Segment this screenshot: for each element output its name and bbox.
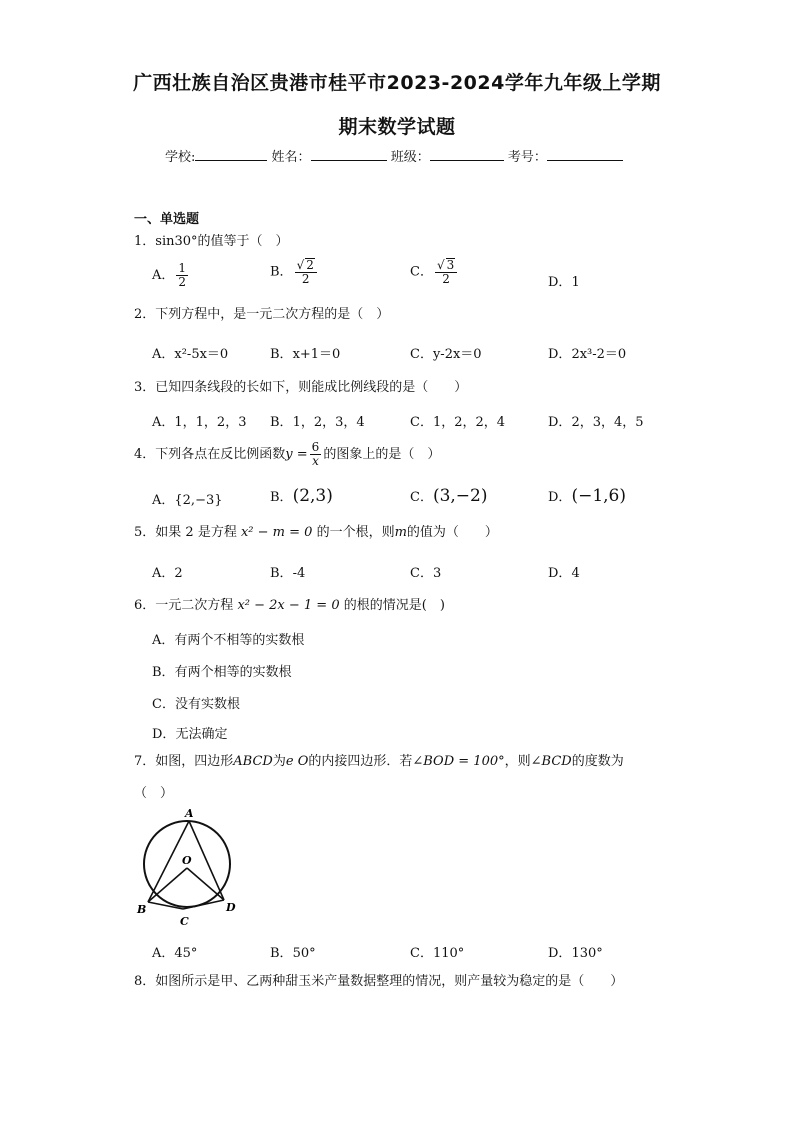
option-text: y-2x＝0	[432, 347, 482, 362]
function-fraction	[310, 441, 322, 468]
q1-option-d[interactable]	[548, 271, 580, 290]
option-text: 1，1，2，3	[174, 415, 247, 430]
question-text: 已知四条线段的长如下，则能成比例线段的是（ ）	[155, 380, 468, 395]
option-letter: B．	[152, 665, 175, 680]
option-text: 2	[174, 566, 183, 581]
option-text: -4	[292, 566, 306, 581]
option-text: 1	[571, 275, 580, 290]
point-label-o: O	[182, 854, 192, 867]
q2-option-b[interactable]	[270, 343, 340, 362]
fraction	[176, 262, 188, 289]
angle-asked: ∠BCD	[530, 754, 572, 769]
question-text: 如图所示是甲、乙两种甜玉米产量数据整理的情况，则产量较为稳定的是（ ）	[155, 974, 624, 989]
question-text-tail: 的度数为	[571, 754, 624, 769]
q7-option-b[interactable]	[270, 942, 316, 961]
q5-option-c[interactable]	[410, 562, 441, 581]
q5-option-b[interactable]	[270, 562, 305, 581]
q5-option-a[interactable]	[152, 562, 183, 581]
option-letter: B．	[270, 566, 293, 581]
option-text: 1，2，2，4	[432, 415, 506, 430]
option-letter: C．	[410, 490, 433, 505]
option-text: 110°	[432, 946, 465, 961]
option-letter: C．	[410, 347, 433, 362]
question-text: 一元二次方程	[155, 598, 234, 613]
option-text: 有两个相等的实数根	[174, 665, 292, 680]
q3-option-b[interactable]	[270, 411, 365, 430]
question-number: 1．	[134, 234, 156, 249]
option-letter: A．	[152, 347, 175, 362]
question-text-mid: ，则	[504, 754, 531, 769]
q6-option-a[interactable]	[152, 629, 304, 648]
q4-option-c[interactable]	[410, 486, 488, 506]
question-4	[134, 441, 440, 468]
fraction-denominator: 2	[301, 272, 310, 286]
question-3	[134, 380, 467, 396]
option-text: 1，2，3，4	[292, 415, 365, 430]
option-letter: D．	[548, 566, 572, 581]
point-label-a: A	[185, 807, 194, 820]
radicand: 2	[306, 258, 314, 272]
option-text: 130°	[571, 946, 603, 961]
question-1	[134, 234, 289, 250]
number-blank[interactable]	[547, 148, 623, 161]
fraction-denominator: x	[312, 454, 319, 468]
q1-option-a[interactable]	[152, 262, 190, 289]
segment-ob	[148, 868, 187, 902]
q1-option-b[interactable]	[270, 258, 319, 286]
student-info-row	[165, 146, 623, 165]
option-text: 3	[432, 566, 442, 581]
fraction-numerator: 1	[178, 261, 187, 275]
question-number: 3．	[134, 380, 156, 395]
equation: x² − 2x − 1 = 0	[237, 598, 340, 613]
option-letter: D．	[548, 347, 572, 362]
q4-option-b[interactable]	[270, 486, 333, 506]
section-heading: 一、单选题	[134, 212, 200, 227]
school-label: 学校:	[165, 150, 196, 165]
angle-given: ∠BOD = 100°	[412, 754, 505, 769]
option-letter: B．	[270, 264, 293, 280]
question-text-mid: 的一个根，则	[316, 525, 395, 540]
option-text: 50°	[292, 946, 316, 961]
option-text: (−1,6)	[571, 486, 626, 506]
question-7	[134, 754, 624, 770]
question-number: 2．	[134, 307, 156, 322]
option-text: (3,−2)	[432, 486, 488, 506]
point-label-d: D	[226, 901, 236, 914]
fraction-numerator: √ 3	[435, 258, 457, 273]
option-text: 4	[571, 566, 580, 581]
option-letter: D．	[548, 490, 572, 505]
question-5	[134, 525, 498, 541]
fraction	[435, 258, 457, 286]
school-blank[interactable]	[195, 148, 267, 161]
q6-option-b[interactable]	[152, 661, 292, 680]
quadrilateral-name: ABCD	[233, 754, 273, 769]
question-number: 4．	[134, 447, 156, 462]
option-letter: C．	[410, 264, 433, 280]
option-letter: C．	[152, 697, 175, 712]
question-text-mid: 为	[272, 754, 286, 769]
q6-option-d[interactable]	[152, 723, 227, 742]
question-number: 7．	[134, 754, 156, 769]
question-text: sin30°的值等于（ ）	[155, 234, 289, 249]
option-text: {2,−3}	[174, 493, 223, 508]
fraction-numerator: 6	[311, 440, 320, 454]
option-letter: A．	[152, 415, 175, 430]
segment-cd	[183, 900, 224, 909]
option-text: 2，3，4，5	[571, 415, 644, 430]
q2-option-c[interactable]	[410, 343, 482, 362]
segment-ad	[189, 821, 224, 900]
option-text: 2x³-2＝0	[571, 347, 627, 362]
q7-option-d[interactable]	[548, 942, 603, 961]
option-text: (2,3)	[292, 486, 333, 506]
equation: x² − m = 0	[240, 525, 313, 540]
question-8	[134, 974, 623, 990]
fraction-denominator: 2	[178, 275, 187, 289]
class-blank[interactable]	[430, 148, 504, 161]
option-letter: B．	[270, 946, 293, 961]
variable: m	[394, 525, 407, 540]
q7-option-c[interactable]	[410, 942, 464, 961]
exam-title-line1: 广西壮族自治区贵港市桂平市2023-2024学年九年级上学期	[133, 72, 661, 94]
q3-option-a[interactable]	[152, 411, 246, 430]
option-letter: D．	[548, 946, 572, 961]
function-expression: y =	[285, 447, 308, 462]
circle-symbol: e O	[285, 754, 309, 769]
option-letter: C．	[410, 946, 433, 961]
circle-figure	[136, 806, 246, 932]
option-letter: C．	[410, 566, 433, 581]
option-letter: B．	[270, 415, 293, 430]
option-letter: B．	[270, 490, 293, 505]
option-letter: C．	[410, 415, 433, 430]
class-label: 班级：	[390, 150, 430, 165]
question-number: 6．	[134, 598, 156, 613]
question-number: 8．	[134, 974, 156, 989]
point-label-b: B	[137, 903, 147, 916]
exam-title-line2: 期末数学试题	[338, 116, 456, 138]
option-letter: A．	[152, 268, 175, 283]
question-text-tail: 的值为（ ）	[406, 525, 498, 540]
fraction-denominator: 2	[442, 272, 450, 286]
option-text: 45°	[174, 946, 198, 961]
option-text: 有两个不相等的实数根	[174, 633, 305, 648]
question-6	[134, 598, 445, 614]
question-7-paren: （ ）	[134, 786, 174, 801]
q6-option-c[interactable]	[152, 693, 240, 712]
option-text: x+1＝0	[292, 347, 341, 362]
segment-od	[187, 868, 224, 900]
question-text-tail: 的图象上的是（ ）	[323, 447, 441, 462]
option-letter: A．	[152, 633, 175, 648]
option-text: 无法确定	[175, 727, 228, 742]
question-text: 下列方程中，是一元二次方程的是（ ）	[155, 307, 390, 322]
option-letter: A．	[152, 946, 175, 961]
q2-option-d[interactable]	[548, 343, 626, 362]
option-letter: A．	[152, 566, 175, 581]
fraction	[295, 258, 317, 286]
option-letter: D．	[548, 275, 572, 290]
question-text-mid: 的内接四边形．若	[308, 754, 413, 769]
point-label-c: C	[180, 915, 189, 928]
q7-option-a[interactable]	[152, 942, 197, 961]
fraction-numerator: √ 2	[295, 258, 317, 273]
radicand: 3	[446, 258, 455, 272]
q5-option-d[interactable]	[548, 562, 580, 581]
option-text: x²-5x＝0	[174, 347, 229, 362]
option-letter: D．	[152, 727, 176, 742]
option-text: 没有实数根	[174, 697, 240, 712]
option-letter: D．	[548, 415, 572, 430]
name-label: 姓名：	[271, 150, 311, 165]
option-letter: A．	[152, 493, 175, 508]
q4-option-d[interactable]	[548, 486, 626, 506]
name-blank[interactable]	[311, 148, 387, 161]
q3-option-c[interactable]	[410, 411, 505, 430]
question-number: 5．	[134, 525, 156, 540]
question-text: 如图，四边形	[155, 754, 234, 769]
q4-option-a[interactable]	[152, 489, 223, 508]
option-letter: B．	[270, 347, 293, 362]
q3-option-d[interactable]	[548, 411, 644, 430]
question-text-tail: 的根的情况是( )	[343, 598, 445, 613]
number-label: 考号：	[507, 150, 547, 165]
question-text: 如果 2 是方程	[155, 525, 237, 540]
q1-option-c[interactable]	[410, 258, 459, 286]
q2-option-a[interactable]	[152, 343, 228, 362]
question-2	[134, 307, 389, 323]
question-text: 下列各点在反比例函数	[155, 447, 286, 462]
